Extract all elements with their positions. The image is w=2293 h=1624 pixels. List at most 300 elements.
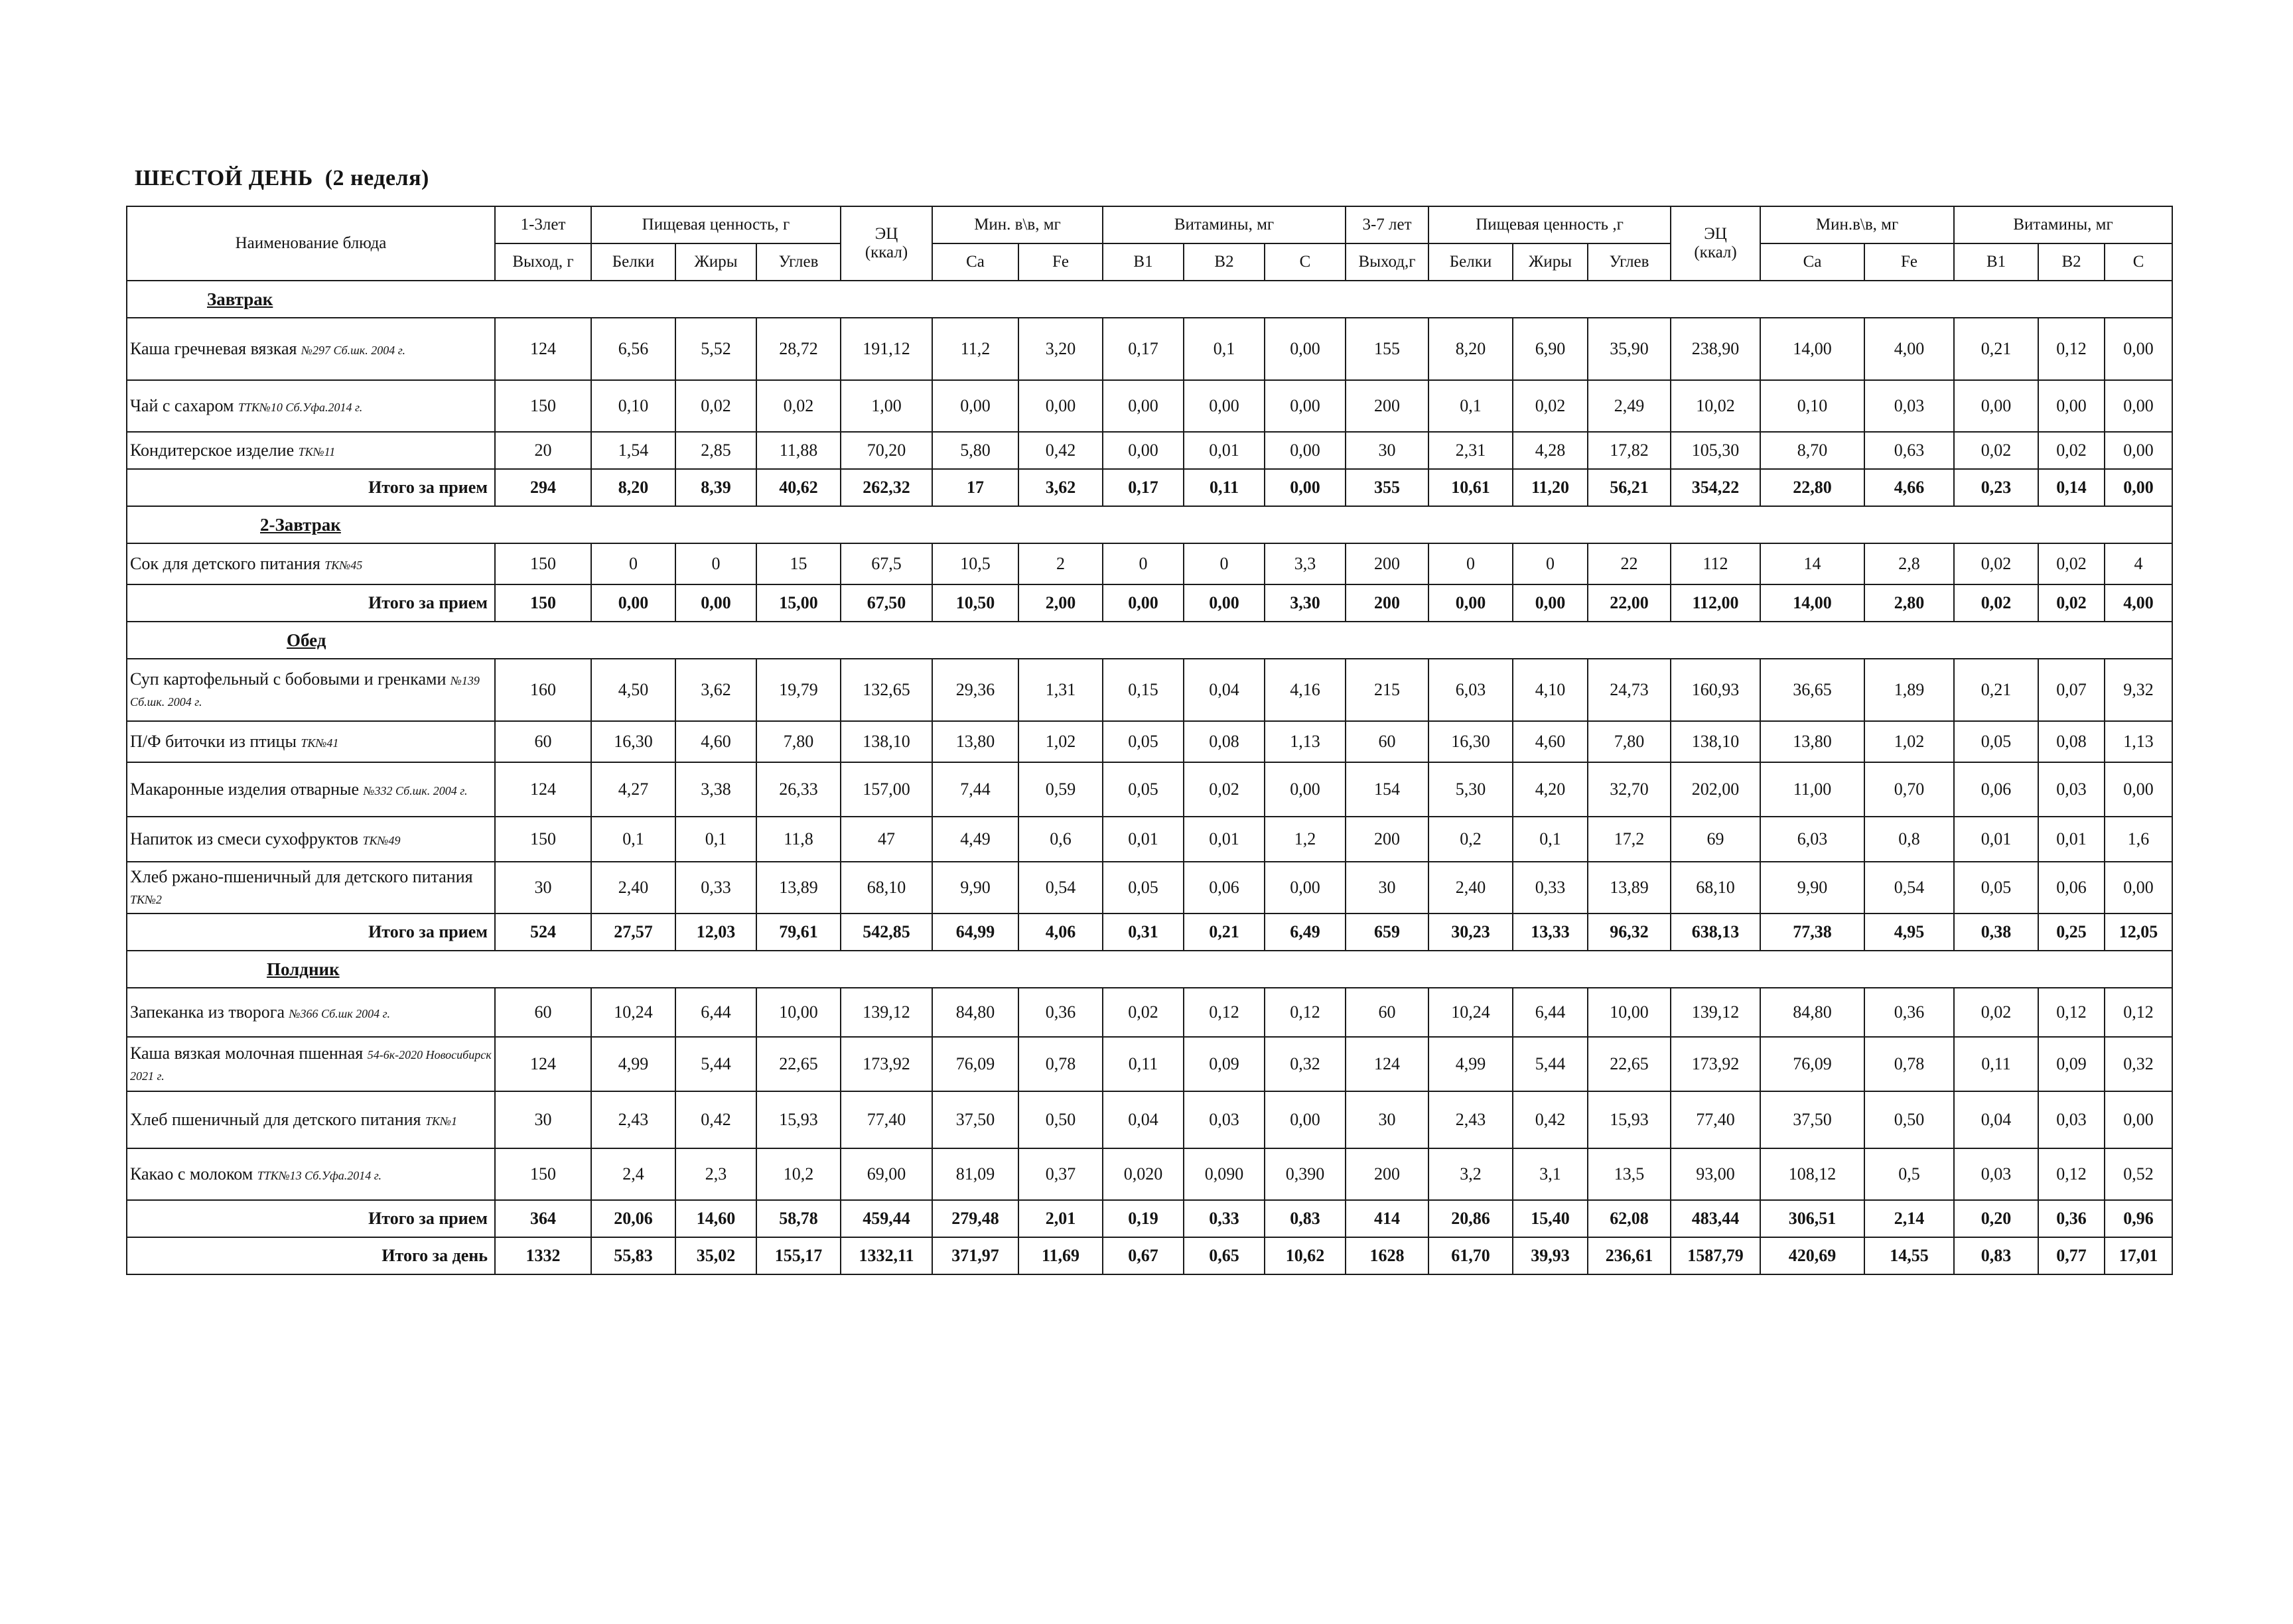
section-header-cell: [127, 951, 2172, 988]
value-cell: 4,16: [1265, 659, 1346, 721]
value-cell: 13,80: [932, 721, 1018, 762]
menu-body: [127, 281, 2172, 1274]
header-name: Наименование блюда: [127, 206, 495, 281]
value-cell: 139,12: [841, 988, 932, 1037]
value-cell: 7,80: [756, 721, 841, 762]
dish-row: [127, 721, 2172, 762]
value-cell: 0,52: [2105, 1148, 2172, 1200]
dish-name-cell: [127, 988, 495, 1037]
total-value-cell: 294: [495, 469, 591, 506]
total-value-cell: 11,20: [1513, 469, 1588, 506]
value-cell: 7,44: [932, 762, 1018, 817]
section-header-row: [127, 281, 2172, 318]
total-value-cell: 4,00: [2105, 584, 2172, 622]
total-value-cell: 77,38: [1760, 914, 1864, 951]
value-cell: 202,00: [1671, 762, 1760, 817]
title-text: ШЕСТОЙ ДЕНЬ: [135, 166, 313, 190]
value-cell: 0,12: [2038, 318, 2105, 380]
section-title: Обед: [287, 630, 326, 650]
value-cell: 0,05: [1103, 721, 1184, 762]
dish-row: [127, 862, 2172, 914]
value-cell: 0,36: [1018, 988, 1103, 1037]
total-value-cell: 279,48: [932, 1200, 1018, 1237]
value-cell: 22: [1588, 543, 1671, 584]
value-cell: 1,31: [1018, 659, 1103, 721]
value-cell: 0,1: [591, 817, 675, 862]
value-cell: 0,03: [1954, 1148, 2038, 1200]
dish-recipe-ref: ТТК№10 Сб.Уфа.2014 г.: [238, 400, 363, 414]
value-cell: 5,52: [675, 318, 756, 380]
value-cell: 0,02: [1954, 432, 2038, 469]
total-value-cell: 15,00: [756, 584, 841, 622]
value-cell: 124: [1346, 1037, 1428, 1091]
value-cell: 16,30: [1428, 721, 1513, 762]
header-age1: 1-3лет: [495, 206, 591, 243]
value-cell: 2,85: [675, 432, 756, 469]
value-cell: 3,62: [675, 659, 756, 721]
value-cell: 0,00: [1103, 432, 1184, 469]
value-cell: 112: [1671, 543, 1760, 584]
value-cell: 24,73: [1588, 659, 1671, 721]
value-cell: 0,01: [1184, 817, 1265, 862]
dish-row: [127, 817, 2172, 862]
value-cell: 30: [1346, 1091, 1428, 1148]
total-label: Итого за прием: [127, 914, 495, 951]
value-cell: 0,32: [1265, 1037, 1346, 1091]
total-value-cell: 14,60: [675, 1200, 756, 1237]
total-value-cell: 0,38: [1954, 914, 2038, 951]
day-total-row: [127, 1237, 2172, 1274]
section-title: Полдник: [267, 959, 340, 979]
header-vitamins-2: Витамины, мг: [1954, 206, 2172, 243]
dish-name: Какао с молоком: [130, 1164, 253, 1184]
value-cell: 0,12: [2038, 1148, 2105, 1200]
value-cell: 173,92: [841, 1037, 932, 1091]
value-cell: 47: [841, 817, 932, 862]
dish-name: Напиток из смеси сухофруктов: [130, 829, 359, 848]
day-total-value-cell: 55,83: [591, 1237, 675, 1274]
value-cell: 0,09: [1184, 1037, 1265, 1091]
total-value-cell: 0,00: [591, 584, 675, 622]
value-cell: 0,00: [1265, 1091, 1346, 1148]
dish-recipe-ref: ТК№49: [362, 833, 401, 847]
total-value-cell: 0,20: [1954, 1200, 2038, 1237]
total-value-cell: 13,33: [1513, 914, 1588, 951]
value-cell: 68,10: [841, 862, 932, 914]
section-total-row: [127, 914, 2172, 951]
value-cell: 11,2: [932, 318, 1018, 380]
day-total-value-cell: 10,62: [1265, 1237, 1346, 1274]
header-fe-1: Fe: [1018, 243, 1103, 281]
value-cell: 15,93: [1588, 1091, 1671, 1148]
value-cell: 0,78: [1018, 1037, 1103, 1091]
value-cell: 36,65: [1760, 659, 1864, 721]
value-cell: 2,43: [591, 1091, 675, 1148]
value-cell: 76,09: [932, 1037, 1018, 1091]
value-cell: 0,00: [2038, 380, 2105, 432]
section-header-cell: [127, 281, 2172, 318]
total-value-cell: 22,00: [1588, 584, 1671, 622]
value-cell: 0,02: [675, 380, 756, 432]
total-value-cell: 0,00: [1265, 469, 1346, 506]
dish-name: Каша вязкая молочная пшенная: [130, 1043, 364, 1063]
day-total-value-cell: 17,01: [2105, 1237, 2172, 1274]
total-value-cell: 2,01: [1018, 1200, 1103, 1237]
value-cell: 0,03: [1864, 380, 1954, 432]
value-cell: 5,44: [1513, 1037, 1588, 1091]
energy-unit: (ккал): [1694, 243, 1737, 261]
total-value-cell: 306,51: [1760, 1200, 1864, 1237]
dish-name: Макаронные изделия отварные: [130, 779, 360, 799]
day-total-value-cell: 35,02: [675, 1237, 756, 1274]
total-label: Итого за прием: [127, 469, 495, 506]
total-value-cell: 0,19: [1103, 1200, 1184, 1237]
value-cell: 68,10: [1671, 862, 1760, 914]
dish-name-cell: [127, 432, 495, 469]
value-cell: 0,12: [1184, 988, 1265, 1037]
total-value-cell: 3,62: [1018, 469, 1103, 506]
value-cell: 4,10: [1513, 659, 1588, 721]
value-cell: 1,54: [591, 432, 675, 469]
value-cell: 0,06: [1184, 862, 1265, 914]
total-value-cell: 354,22: [1671, 469, 1760, 506]
value-cell: 5,30: [1428, 762, 1513, 817]
value-cell: 200: [1346, 817, 1428, 862]
dish-recipe-ref: ТК№45: [324, 558, 363, 572]
value-cell: 14,00: [1760, 318, 1864, 380]
value-cell: 155: [1346, 318, 1428, 380]
value-cell: 160: [495, 659, 591, 721]
value-cell: 0,02: [2038, 432, 2105, 469]
value-cell: 0,08: [2038, 721, 2105, 762]
total-value-cell: 79,61: [756, 914, 841, 951]
header-fe-2: Fe: [1864, 243, 1954, 281]
value-cell: 0,01: [1103, 817, 1184, 862]
value-cell: 1,13: [1265, 721, 1346, 762]
value-cell: 15,93: [756, 1091, 841, 1148]
header-food-value-2: Пищевая ценность ,г: [1428, 206, 1671, 243]
total-value-cell: 10,61: [1428, 469, 1513, 506]
day-total-value-cell: 0,83: [1954, 1237, 2038, 1274]
total-value-cell: 0,02: [2038, 584, 2105, 622]
dish-recipe-ref: 54-6к-2020 Новосибирск 2021 г.: [130, 1048, 492, 1083]
value-cell: 2,3: [675, 1148, 756, 1200]
value-cell: 0,00: [1265, 380, 1346, 432]
total-value-cell: 2,80: [1864, 584, 1954, 622]
value-cell: 0,02: [756, 380, 841, 432]
value-cell: 26,33: [756, 762, 841, 817]
total-value-cell: 524: [495, 914, 591, 951]
dish-row: [127, 380, 2172, 432]
value-cell: 0,11: [1103, 1037, 1184, 1091]
value-cell: 30: [495, 862, 591, 914]
value-cell: 9,90: [932, 862, 1018, 914]
value-cell: 60: [495, 721, 591, 762]
value-cell: 10,5: [932, 543, 1018, 584]
total-value-cell: 0,00: [1513, 584, 1588, 622]
total-value-cell: 0,00: [1184, 584, 1265, 622]
dish-name-cell: [127, 817, 495, 862]
value-cell: 0,00: [1265, 318, 1346, 380]
value-cell: 0,59: [1018, 762, 1103, 817]
value-cell: 1,89: [1864, 659, 1954, 721]
value-cell: 32,70: [1588, 762, 1671, 817]
value-cell: 67,5: [841, 543, 932, 584]
value-cell: 15: [756, 543, 841, 584]
day-total-value-cell: 39,93: [1513, 1237, 1588, 1274]
value-cell: 0,32: [2105, 1037, 2172, 1091]
day-total-value-cell: 61,70: [1428, 1237, 1513, 1274]
total-value-cell: 2,14: [1864, 1200, 1954, 1237]
value-cell: 0,21: [1954, 659, 2038, 721]
value-cell: 2: [1018, 543, 1103, 584]
value-cell: 0,1: [1184, 318, 1265, 380]
value-cell: 60: [1346, 721, 1428, 762]
value-cell: 150: [495, 543, 591, 584]
dish-recipe-ref: №366 Сб.шк 2004 г.: [289, 1006, 390, 1020]
value-cell: 0,03: [2038, 762, 2105, 817]
value-cell: 0,54: [1018, 862, 1103, 914]
value-cell: 4,50: [591, 659, 675, 721]
total-value-cell: 2,00: [1018, 584, 1103, 622]
value-cell: 0,33: [675, 862, 756, 914]
header-c-1: C: [1265, 243, 1346, 281]
value-cell: 17,82: [1588, 432, 1671, 469]
value-cell: 4,28: [1513, 432, 1588, 469]
total-value-cell: 4,95: [1864, 914, 1954, 951]
value-cell: 0,04: [1103, 1091, 1184, 1148]
value-cell: 3,2: [1428, 1148, 1513, 1200]
value-cell: 1,00: [841, 380, 932, 432]
total-value-cell: 659: [1346, 914, 1428, 951]
value-cell: 0,00: [2105, 762, 2172, 817]
section-header-row: [127, 506, 2172, 543]
header-energy-2: [1671, 206, 1760, 281]
value-cell: 0,01: [2038, 817, 2105, 862]
total-value-cell: 12,05: [2105, 914, 2172, 951]
header-proteins-1: Белки: [591, 243, 675, 281]
day-total-value-cell: 14,55: [1864, 1237, 1954, 1274]
value-cell: 5,44: [675, 1037, 756, 1091]
section-total-row: [127, 1200, 2172, 1237]
value-cell: 0,21: [1954, 318, 2038, 380]
total-value-cell: 12,03: [675, 914, 756, 951]
value-cell: 11,88: [756, 432, 841, 469]
dish-name-cell: [127, 543, 495, 584]
dish-name-cell: [127, 1148, 495, 1200]
header-proteins-2: Белки: [1428, 243, 1513, 281]
dish-name-cell: [127, 380, 495, 432]
day-total-value-cell: 420,69: [1760, 1237, 1864, 1274]
title-week: (2 неделя): [324, 166, 429, 190]
value-cell: 77,40: [841, 1091, 932, 1148]
value-cell: 0,17: [1103, 318, 1184, 380]
value-cell: 3,38: [675, 762, 756, 817]
total-value-cell: 58,78: [756, 1200, 841, 1237]
value-cell: 0,06: [2038, 862, 2105, 914]
value-cell: 0,70: [1864, 762, 1954, 817]
total-label: Итого за прием: [127, 1200, 495, 1237]
value-cell: 17,2: [1588, 817, 1671, 862]
value-cell: 0,02: [1184, 762, 1265, 817]
value-cell: 76,09: [1760, 1037, 1864, 1091]
dish-row: [127, 318, 2172, 380]
total-value-cell: 20,06: [591, 1200, 675, 1237]
value-cell: 0,00: [2105, 318, 2172, 380]
header-age2: 3-7 лет: [1346, 206, 1428, 243]
value-cell: 0,00: [1018, 380, 1103, 432]
value-cell: 0,00: [2105, 862, 2172, 914]
total-value-cell: 17: [932, 469, 1018, 506]
value-cell: 0,00: [1265, 762, 1346, 817]
value-cell: 22,65: [1588, 1037, 1671, 1091]
dish-name: Запеканка из творога: [130, 1002, 285, 1022]
day-total-value-cell: 155,17: [756, 1237, 841, 1274]
value-cell: 6,56: [591, 318, 675, 380]
value-cell: 0,02: [1103, 988, 1184, 1037]
value-cell: 1,13: [2105, 721, 2172, 762]
dish-row: [127, 659, 2172, 721]
total-value-cell: 0,21: [1184, 914, 1265, 951]
total-value-cell: 150: [495, 584, 591, 622]
value-cell: 0,08: [1184, 721, 1265, 762]
dish-name-cell: [127, 1091, 495, 1148]
dish-name: Кондитерское изделие: [130, 440, 295, 460]
page-title: [135, 166, 429, 191]
value-cell: 81,09: [932, 1148, 1018, 1200]
total-value-cell: 67,50: [841, 584, 932, 622]
dish-row: [127, 1148, 2172, 1200]
day-total-value-cell: 0,77: [2038, 1237, 2105, 1274]
total-value-cell: 14,00: [1760, 584, 1864, 622]
value-cell: 0,00: [1954, 380, 2038, 432]
value-cell: 10,24: [1428, 988, 1513, 1037]
value-cell: 4,27: [591, 762, 675, 817]
value-cell: 191,12: [841, 318, 932, 380]
value-cell: 37,50: [1760, 1091, 1864, 1148]
total-value-cell: 0,31: [1103, 914, 1184, 951]
value-cell: 0,00: [1265, 432, 1346, 469]
value-cell: 0,12: [2105, 988, 2172, 1037]
total-value-cell: 64,99: [932, 914, 1018, 951]
value-cell: 0,01: [1954, 817, 2038, 862]
value-cell: 0,42: [675, 1091, 756, 1148]
value-cell: 7,80: [1588, 721, 1671, 762]
header-b1-2: B1: [1954, 243, 2038, 281]
value-cell: 10,00: [756, 988, 841, 1037]
value-cell: 150: [495, 1148, 591, 1200]
value-cell: 0,54: [1864, 862, 1954, 914]
value-cell: 84,80: [932, 988, 1018, 1037]
value-cell: 0,42: [1018, 432, 1103, 469]
total-value-cell: 0,00: [1428, 584, 1513, 622]
value-cell: 4,99: [591, 1037, 675, 1091]
value-cell: 0,33: [1513, 862, 1588, 914]
header-ca-1: Ca: [932, 243, 1018, 281]
total-value-cell: 0,36: [2038, 1200, 2105, 1237]
value-cell: 60: [495, 988, 591, 1037]
dish-name: Суп картофельный с бобовыми и гренками: [130, 669, 447, 689]
value-cell: 4,49: [932, 817, 1018, 862]
value-cell: 0,02: [1513, 380, 1588, 432]
total-value-cell: 0,11: [1184, 469, 1265, 506]
value-cell: 0,36: [1864, 988, 1954, 1037]
value-cell: 0,02: [1954, 988, 2038, 1037]
header-b1-1: B1: [1103, 243, 1184, 281]
total-value-cell: 0,96: [2105, 1200, 2172, 1237]
section-title: 2-Завтрак: [260, 514, 341, 535]
value-cell: 0,11: [1954, 1037, 2038, 1091]
total-value-cell: 200: [1346, 584, 1428, 622]
value-cell: 11,00: [1760, 762, 1864, 817]
value-cell: 124: [495, 762, 591, 817]
value-cell: 0,42: [1513, 1091, 1588, 1148]
value-cell: 70,20: [841, 432, 932, 469]
total-value-cell: 0,25: [2038, 914, 2105, 951]
value-cell: 19,79: [756, 659, 841, 721]
value-cell: 1,02: [1018, 721, 1103, 762]
day-total-value-cell: 1332,11: [841, 1237, 932, 1274]
value-cell: 0: [675, 543, 756, 584]
value-cell: 0,00: [1103, 380, 1184, 432]
value-cell: 11,8: [756, 817, 841, 862]
dish-recipe-ref: ТК№11: [298, 444, 336, 458]
value-cell: 200: [1346, 380, 1428, 432]
day-total-value-cell: 0,67: [1103, 1237, 1184, 1274]
total-value-cell: 364: [495, 1200, 591, 1237]
day-total-value-cell: 1628: [1346, 1237, 1428, 1274]
energy-label: ЭЦ: [1704, 225, 1727, 243]
value-cell: 0: [1184, 543, 1265, 584]
total-value-cell: 96,32: [1588, 914, 1671, 951]
total-value-cell: 542,85: [841, 914, 932, 951]
total-value-cell: 112,00: [1671, 584, 1760, 622]
value-cell: 0,02: [2038, 543, 2105, 584]
total-value-cell: 56,21: [1588, 469, 1671, 506]
value-cell: 160,93: [1671, 659, 1760, 721]
total-value-cell: 262,32: [841, 469, 932, 506]
header-minerals-1: Мин. в\в, мг: [932, 206, 1103, 243]
value-cell: 13,5: [1588, 1148, 1671, 1200]
value-cell: 20: [495, 432, 591, 469]
value-cell: 0,09: [2038, 1037, 2105, 1091]
dish-name-cell: [127, 1037, 495, 1091]
value-cell: 105,30: [1671, 432, 1760, 469]
total-value-cell: 459,44: [841, 1200, 932, 1237]
header-carbs-1: Углев: [756, 243, 841, 281]
total-value-cell: 27,57: [591, 914, 675, 951]
value-cell: 9,90: [1760, 862, 1864, 914]
header-fats-1: Жиры: [675, 243, 756, 281]
value-cell: 37,50: [932, 1091, 1018, 1148]
value-cell: 124: [495, 1037, 591, 1091]
value-cell: 4,60: [1513, 721, 1588, 762]
value-cell: 0,00: [2105, 1091, 2172, 1148]
total-value-cell: 6,49: [1265, 914, 1346, 951]
value-cell: 0,05: [1103, 862, 1184, 914]
dish-recipe-ref: ТТК№13 Сб.Уфа.2014 г.: [257, 1168, 382, 1182]
dish-recipe-ref: №332 Сб.шк. 2004 г.: [363, 783, 468, 797]
dish-row: [127, 988, 2172, 1037]
total-value-cell: 0,00: [675, 584, 756, 622]
total-value-cell: 483,44: [1671, 1200, 1760, 1237]
value-cell: 0,05: [1954, 862, 2038, 914]
value-cell: 132,65: [841, 659, 932, 721]
value-cell: 0,12: [1265, 988, 1346, 1037]
value-cell: 150: [495, 817, 591, 862]
total-value-cell: 0,17: [1103, 469, 1184, 506]
value-cell: 154: [1346, 762, 1428, 817]
